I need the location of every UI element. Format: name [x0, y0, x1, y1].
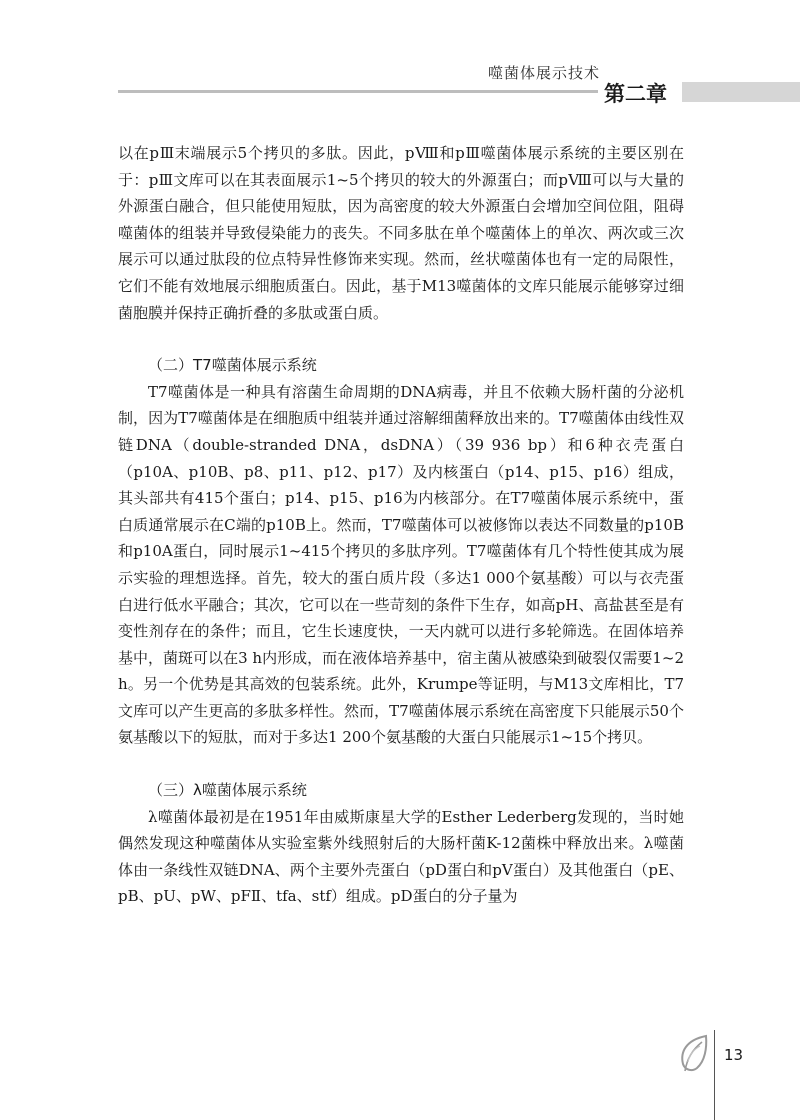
paragraph-t7: T7噬菌体是一种具有溶菌生命周期的DNA病毒，并且不依赖大肠杆菌的分泌机制，因为T7噬菌体是在细胞质中组装并通过溶解细菌释放出来的。T7噬菌体由线性双链DNA（double-stranded DNA，dsDNA）（39 936 bp）和6种衣壳蛋白（p10A、p10B、p8、p11、p12、p17）及内核蛋白（p14、p15、p16）组成，其头部共有415个蛋白；p14、p15、p16为内核部分。在T7噬菌体展示系统中，蛋白质通常展示在C端的p10B上。然而，T7噬菌体可以被修饰以表达不同数量的p10B和p10A蛋白，同时展示1~415个拷贝的多肽序列。T7噬菌体有几个特性使其成为展示实验的理想选择。首先，较大的蛋白质片段（多达1 000个氨基酸）可以与衣壳蛋白进行低水平融合；其次，它可以在一些苛刻的条件下生存，如高pH、高盐甚至是有变性剂存在的条件；而且，它生长速度快，一天内就可以进行多轮筛选。在固体培养基中，菌斑可以在3 h内形成，而在液体培养基中，宿主菌从被感染到破裂仅需要1~2 h。另一个优势是其高效的包装系统。此外，Krumpe等证明，与M13文库相比，T7文库可以产生更高的多肽多样性。然而，T7噬菌体展示系统在高密度下只能展示50个氨基酸以下的短肽，而对于多达1 200个氨基酸的大蛋白只能展示1~15个拷贝。 [118, 382, 684, 747]
section-gap [118, 326, 684, 352]
page-header [0, 0, 800, 110]
paragraph-lambda: λ噬菌体最初是在1951年由威斯康星大学的Esther Lederberg发现的，当时她偶然发现这种噬菌体从实验室紫外线照射后的大肠杆菌K-12菌株中释放出来。λ噬菌体由一条线性双链DNA、两个主要外壳蛋白（pD蛋白和pV蛋白）及其他蛋白（pE、pB、pU、pW、pFⅡ、tfa、stf）组成。pD蛋白的分子量为 [118, 807, 684, 906]
running-title: 噬菌体展示技术 [487, 64, 600, 82]
chapter-label: 第二章 [604, 82, 667, 106]
section-heading-t7: （二）T7噬菌体展示系统 [148, 356, 317, 375]
section-gap [118, 751, 684, 777]
header-rule [118, 90, 598, 93]
footer-rule [714, 1030, 715, 1120]
section-heading-lambda: （三）λ噬菌体展示系统 [148, 781, 307, 800]
header-bar [682, 82, 800, 102]
page-body [118, 140, 684, 910]
paragraph-continued: 以在pⅢ末端展示5个拷贝的多肽。因此，pⅧ和pⅢ噬菌体展示系统的主要区别在于：pⅢ文库可以在其表面展示1~5个拷贝的较大的外源蛋白；而pⅧ可以与大量的外源蛋白融合，但只能使用短肽，因为高密度的较大外源蛋白会增加空间位阻，阻碍噬菌体的组装并导致侵染能力的丧失。不同多肽在单个噬菌体上的单次、两次或三次展示可以通过肽段的位点特异性修饰来实现。然而，丝状噬菌体也有一定的局限性，它们不能有效地展示细胞质蛋白。因此，基于M13噬菌体的文库只能展示能够穿过细菌胞膜并保持正确折叠的多肽或蛋白质。 [118, 144, 684, 322]
page-number: 13 [724, 1046, 744, 1064]
leaf-logo-icon [678, 1034, 710, 1074]
